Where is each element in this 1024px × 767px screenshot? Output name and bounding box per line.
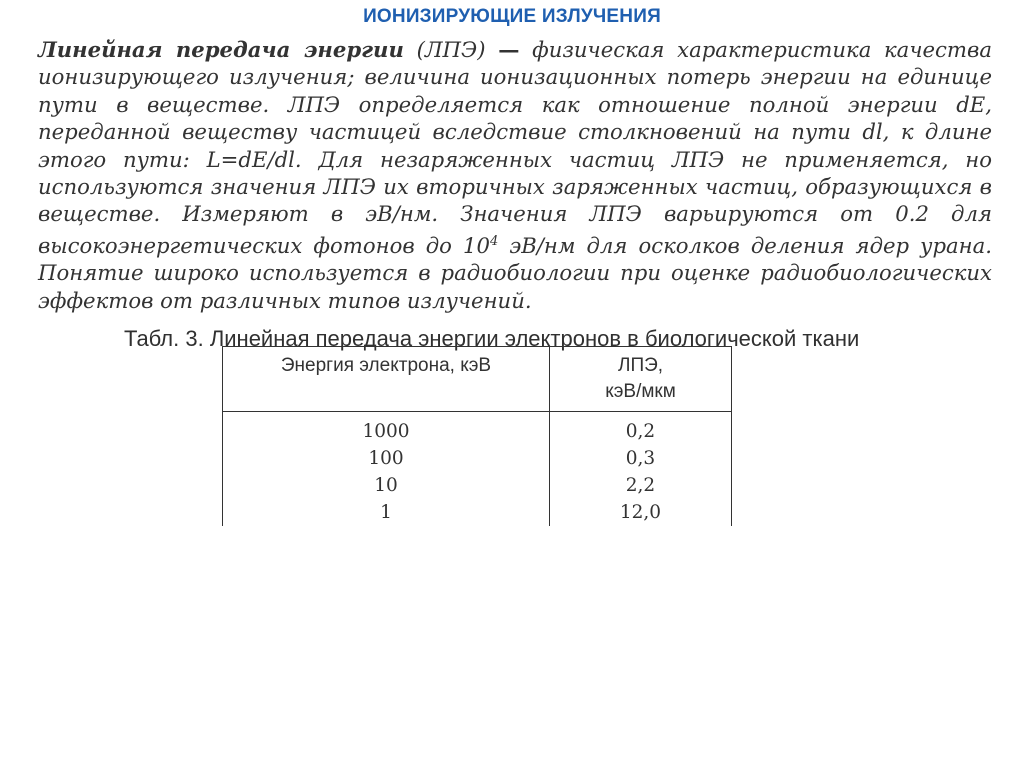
cell-energy: 100 — [223, 445, 550, 472]
definition-text: физическая характеристика качества ионизирующего излучения; величина ионизационных потерь энергии на единице пути в веществе. ЛПЭ определяется как отношение полной энергии dE, переданной веществу частицей вследствие столкновений на пути dl, к длине этого пути: L=dE/dl. Для незаряженных частиц ЛПЭ не применяется, но используются значения ЛПЭ их вторичных заряженных частиц, образующихся в веществе. Измеряют в эВ/нм. Значения ЛПЭ варьируются от 0.2 для высокоэнергетических фотонов до — [38, 37, 992, 258]
scanned-page — [38, 36, 992, 351]
slide-title: ИОНИЗИРУЮЩИЕ ИЗЛУЧЕНИЯ — [363, 6, 661, 27]
cell-lpe: 2,2 — [550, 472, 732, 499]
cell-lpe: 0,2 — [550, 412, 732, 446]
table-row — [223, 445, 732, 472]
lpe-table-wrapper — [222, 346, 732, 526]
power-base: 10 — [463, 232, 490, 258]
lpe-table — [222, 346, 732, 526]
term-lpe: Линейная передача энергии — [38, 37, 404, 62]
cell-energy: 1000 — [223, 412, 550, 446]
table-row — [223, 472, 732, 499]
header-lpe: ЛПЭ, кэВ/мкм — [550, 347, 732, 412]
cell-energy: 10 — [223, 472, 550, 499]
term-abbreviation: (ЛПЭ) — [416, 37, 486, 62]
power-exponent: 4 — [489, 233, 499, 249]
power-value — [463, 233, 498, 258]
cell-lpe: 12,0 — [550, 499, 732, 526]
table-row — [223, 412, 732, 446]
cell-lpe: 0,3 — [550, 445, 732, 472]
definition-paragraph — [38, 36, 992, 314]
table-row — [223, 499, 732, 526]
em-dash: — — [498, 37, 520, 62]
cell-energy: 1 — [223, 499, 550, 526]
table-caption: Табл. 3. Линейная передача энергии электронов в биологической ткани — [124, 326, 860, 351]
header-energy: Энергия электрона, кэВ — [223, 347, 550, 412]
definition-text-end: эВ/нм для осколков деления ядер урана. Понятие широко используется в радиобиологии при оценке радиобиологических эффектов от различных типов излучений. — [38, 232, 992, 313]
table-header-row — [223, 347, 732, 412]
